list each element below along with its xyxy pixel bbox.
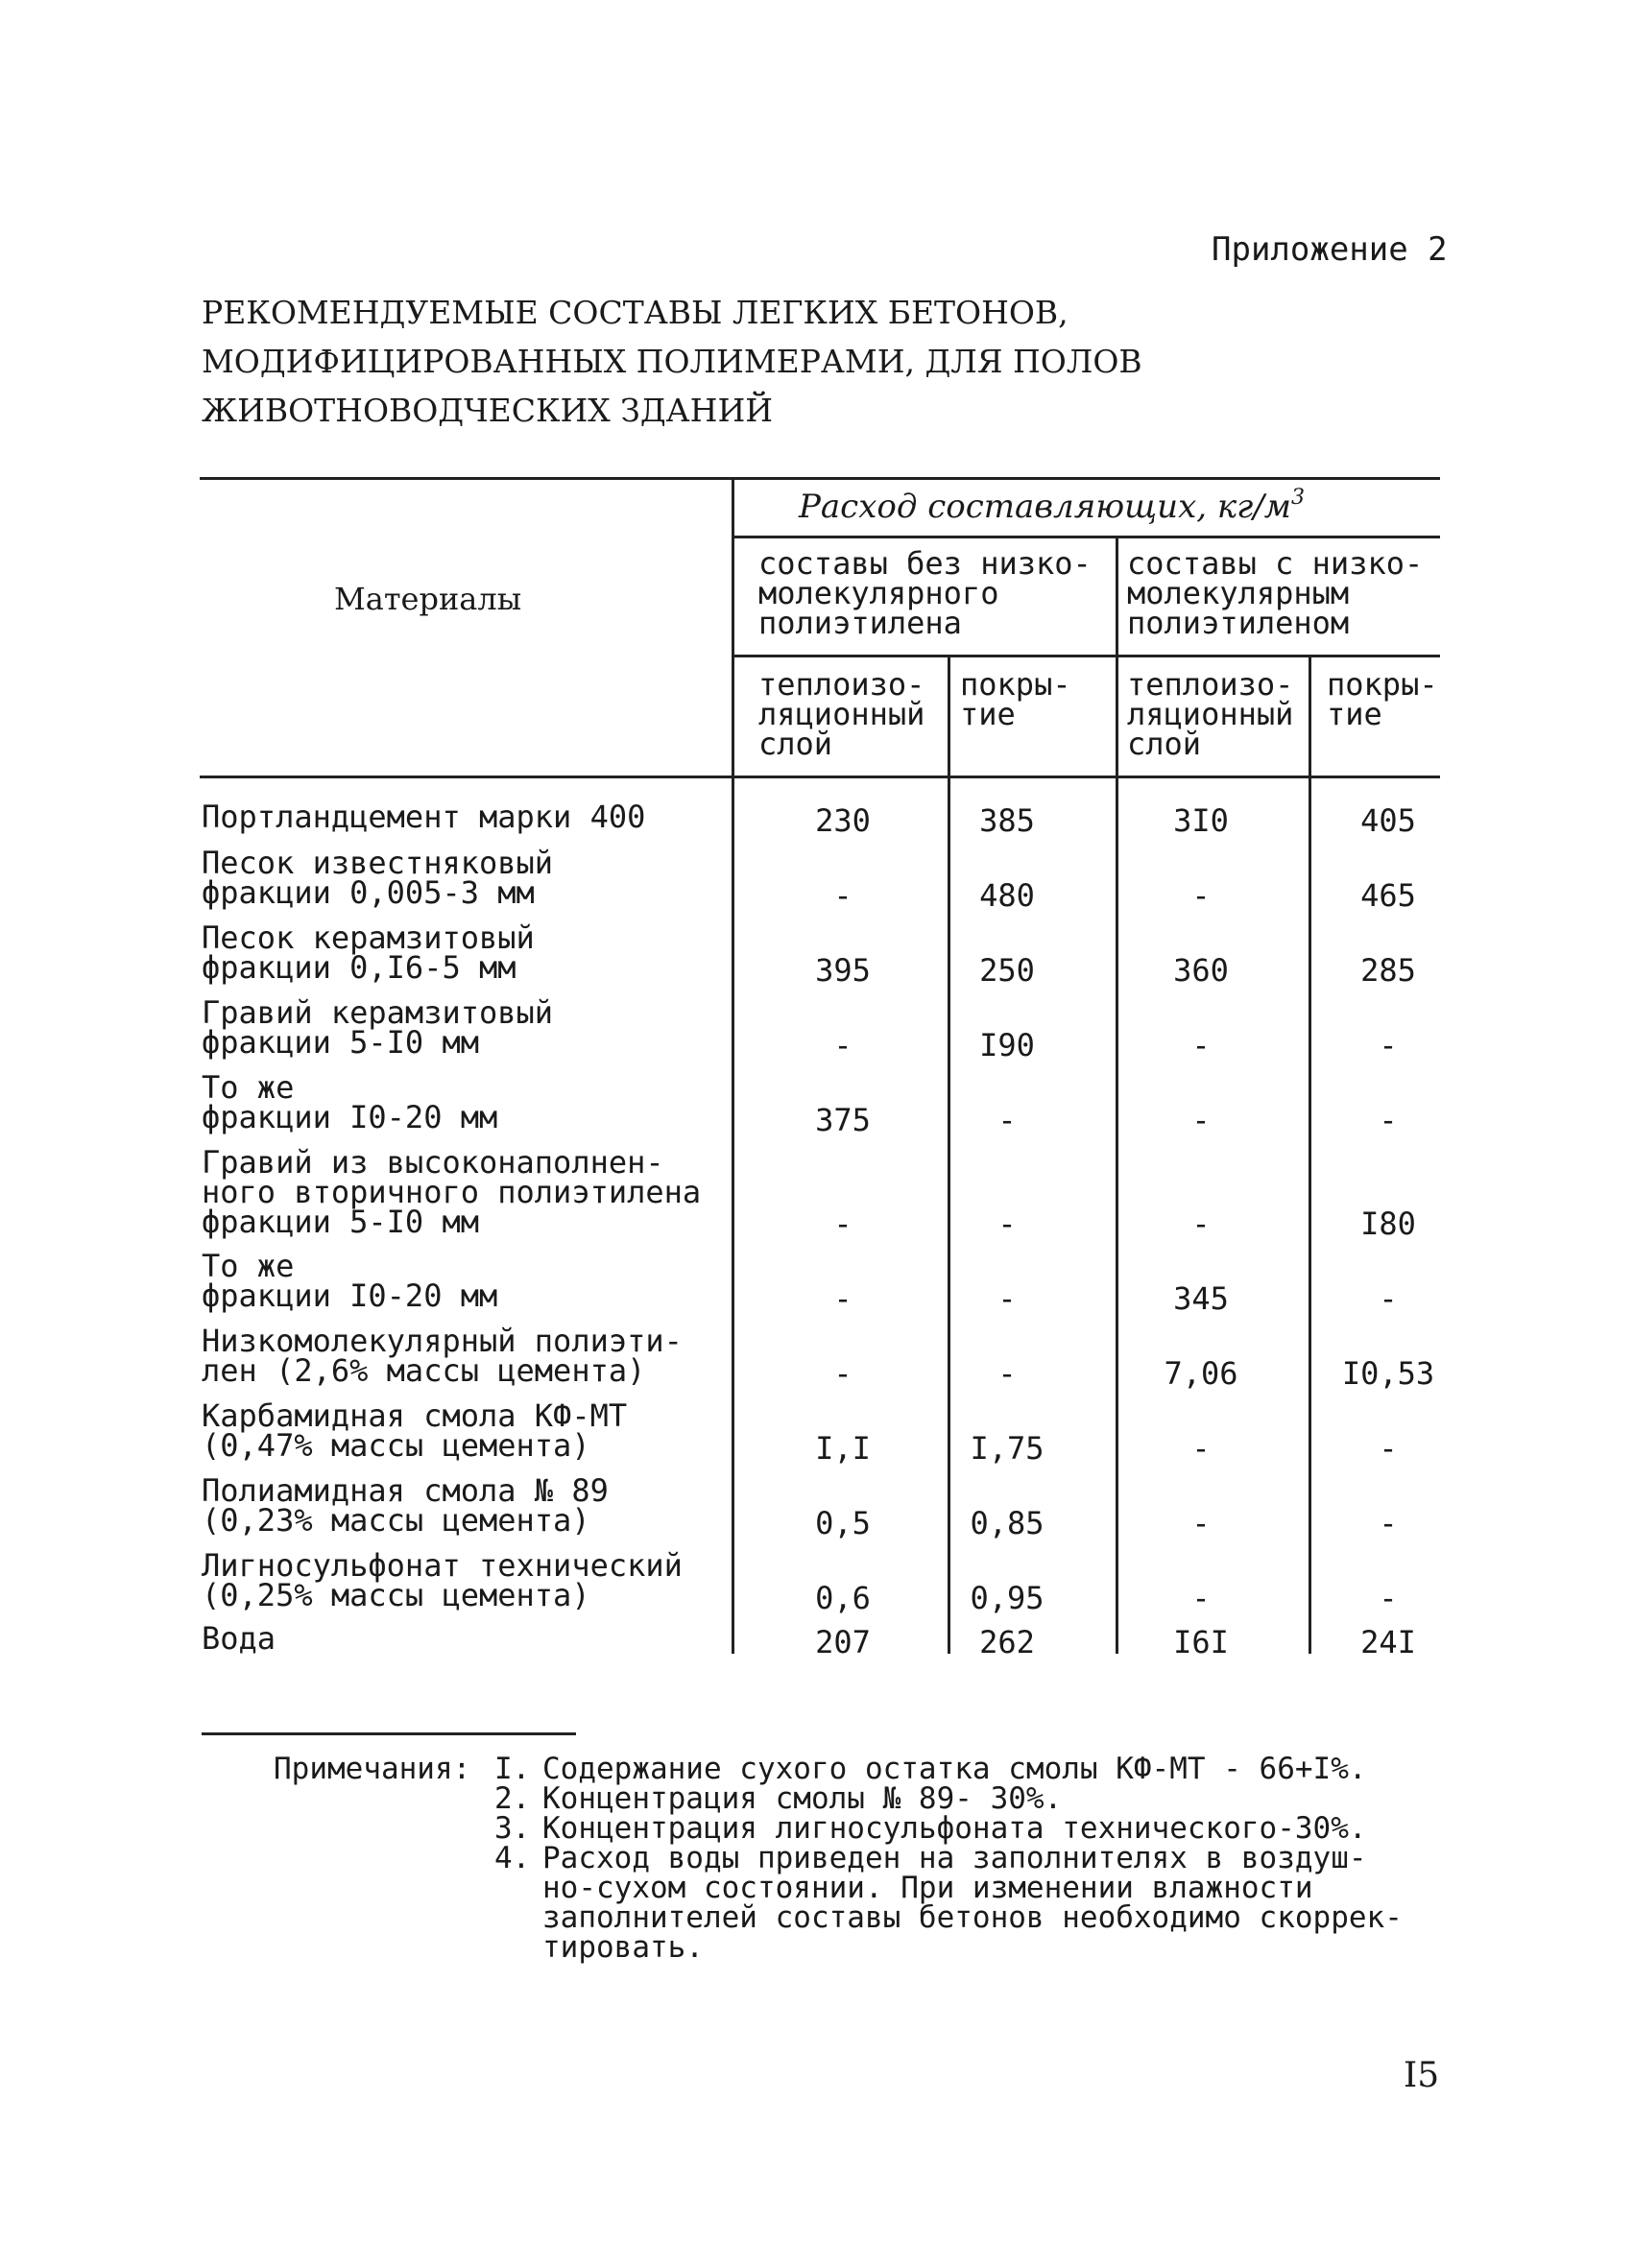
row-label <box>202 1248 498 1314</box>
table-cell: - <box>833 1206 853 1242</box>
table-cell: - <box>1379 1102 1398 1138</box>
label-line: Гравий керамзитовый <box>202 994 554 1031</box>
document-title <box>202 288 1142 435</box>
header-line: тие <box>1327 696 1382 732</box>
row-label <box>202 799 646 835</box>
header-line: теплоизо- <box>758 666 925 703</box>
table-cell: 250 <box>979 952 1035 989</box>
table-cell: I90 <box>979 1027 1035 1063</box>
row-label <box>202 1069 498 1135</box>
note-number: 3. <box>494 1811 531 1846</box>
row-label <box>202 1547 683 1613</box>
consumption-header <box>799 486 1305 526</box>
note-item <box>494 1752 1367 1786</box>
table-cell: 480 <box>979 877 1035 914</box>
label-line: лен (2,6% массы цемента) <box>202 1352 646 1389</box>
row-label <box>202 1323 683 1389</box>
note-number: I. <box>494 1752 531 1786</box>
table-cell: - <box>1191 1027 1211 1063</box>
table-cell: - <box>833 877 853 914</box>
table-cell: I80 <box>1360 1206 1416 1242</box>
header-line: тие <box>960 696 1016 732</box>
group-header-without-pe <box>758 545 1092 641</box>
notes-separator <box>202 1732 576 1735</box>
subheader-coating-2 <box>1327 666 1438 732</box>
note-text: Расход воды приведен на заполнителях в воздуш- <box>542 1841 1367 1875</box>
note-text: Содержание сухого остатка смолы КФ-МТ - 66+I%. <box>542 1752 1367 1786</box>
table-top-rule <box>200 477 1440 480</box>
table-cell: - <box>1379 1027 1398 1063</box>
note-text: Концентрация смолы № 89- 30%. <box>542 1781 1063 1816</box>
group-header-with-pe <box>1127 545 1424 641</box>
label-line: Лигносульфонат технический <box>202 1547 683 1584</box>
table-cell: - <box>1191 1580 1211 1616</box>
row-label <box>202 1472 609 1539</box>
title-line: МОДИФИЦИРОВАННЫХ ПОЛИМЕРАМИ, ДЛЯ ПОЛОВ <box>202 343 1142 380</box>
label-line: Вода <box>202 1620 276 1657</box>
label-line: фракции I0-20 мм <box>202 1277 498 1314</box>
header-line: полиэтилена <box>758 605 962 641</box>
table-cell: - <box>1379 1580 1398 1616</box>
materials-header: Материалы <box>334 581 522 617</box>
table-cell: 24I <box>1360 1624 1416 1660</box>
table-cell: - <box>997 1206 1017 1242</box>
note-item <box>494 1841 1367 1875</box>
page-number: I5 <box>1404 2056 1440 2095</box>
row-label <box>202 919 535 986</box>
column-divider-3-4 <box>1309 655 1311 1654</box>
table-cell: 3I0 <box>1173 802 1229 839</box>
header-rule-consumption <box>732 536 1440 538</box>
label-line: Песок известняковый <box>202 845 554 881</box>
label-line: ного вторичного полиэтилена <box>202 1174 702 1210</box>
table-cell: 465 <box>1360 877 1416 914</box>
table-cell: 0,5 <box>815 1505 871 1541</box>
table-cell: 207 <box>815 1624 871 1660</box>
table-cell: - <box>997 1102 1017 1138</box>
table-cell: - <box>1191 877 1211 914</box>
row-label <box>202 1620 276 1657</box>
consumption-header-text: Расход составляющих, кг/м <box>799 488 1291 526</box>
table-cell: I,I <box>815 1430 871 1467</box>
note-number: 4. <box>494 1841 531 1875</box>
note-text-continued: но-сухом состоянии. При изменении влажности <box>542 1871 1313 1905</box>
table-cell: 230 <box>815 802 871 839</box>
table-cell: 0,95 <box>970 1580 1045 1616</box>
header-line: покры- <box>1327 666 1438 703</box>
table-cell: 375 <box>815 1102 871 1138</box>
table-cell: 7,06 <box>1164 1355 1238 1392</box>
header-line: составы без низко- <box>758 545 1092 582</box>
subheader-insulation-1 <box>758 666 925 762</box>
table-cell: 405 <box>1360 802 1416 839</box>
notes-label: Примечания: <box>274 1752 471 1786</box>
label-line: Гравий из высоконаполнен- <box>202 1144 664 1181</box>
header-line: ляционный <box>758 696 925 732</box>
label-line: Низкомолекулярный полиэти- <box>202 1323 683 1359</box>
column-divider-groups <box>1116 536 1118 1654</box>
table-cell: - <box>833 1280 853 1317</box>
table-cell: - <box>833 1027 853 1063</box>
title-line: ЖИВОТНОВОДЧЕСКИХ ЗДАНИЙ <box>202 392 773 429</box>
row-label <box>202 994 554 1061</box>
table-cell: I0,53 <box>1341 1355 1435 1392</box>
note-text-continued: тировать. <box>542 1930 704 1965</box>
table-cell: - <box>1379 1505 1398 1541</box>
header-rule-groups <box>732 655 1440 657</box>
table-cell: I6I <box>1173 1624 1229 1660</box>
table-cell: 345 <box>1173 1280 1229 1317</box>
header-line: слой <box>758 726 833 762</box>
header-line: теплоизо- <box>1127 666 1294 703</box>
table-cell: - <box>1191 1102 1211 1138</box>
table-cell: - <box>997 1280 1017 1317</box>
table-cell: 360 <box>1173 952 1229 989</box>
note-text: Концентрация лигносульфоната технического-30%. <box>542 1811 1367 1846</box>
table-cell: - <box>997 1355 1017 1392</box>
subheader-coating-1 <box>960 666 1071 732</box>
note-item <box>494 1811 1367 1846</box>
row-label <box>202 1397 628 1464</box>
table-cell: - <box>1379 1280 1398 1317</box>
note-item <box>494 1781 1063 1816</box>
table-cell: - <box>1191 1505 1211 1541</box>
table-cell: 385 <box>979 802 1035 839</box>
header-line: молекулярным <box>1127 575 1350 611</box>
header-line: составы с низко- <box>1127 545 1424 582</box>
label-line: Портландцемент марки 400 <box>202 799 646 835</box>
column-divider-materials <box>732 477 734 1654</box>
table-cell: 0,85 <box>970 1505 1045 1541</box>
header-line: молекулярного <box>758 575 999 611</box>
table-cell: 262 <box>979 1624 1035 1660</box>
table-cell: 285 <box>1360 952 1416 989</box>
note-text-continued: заполнителей составы бетонов необходимо скоррек- <box>542 1900 1403 1935</box>
header-line: ляционный <box>1127 696 1294 732</box>
unit-exponent: 3 <box>1291 486 1305 510</box>
note-number: 2. <box>494 1781 531 1816</box>
label-line: Песок керамзитовый <box>202 919 535 956</box>
label-line: Карбамидная смола КФ-МТ <box>202 1397 628 1434</box>
label-line: (0,25% массы цемента) <box>202 1577 590 1613</box>
label-line: То же <box>202 1248 295 1284</box>
label-line: фракции 5-I0 мм <box>202 1024 479 1061</box>
label-line: фракции 5-I0 мм <box>202 1204 479 1240</box>
title-line: РЕКОМЕНДУЕМЫЕ СОСТАВЫ ЛЕГКИХ БЕТОНОВ, <box>202 294 1069 331</box>
label-line: Полиамидная смола № 89 <box>202 1472 609 1509</box>
table-cell: - <box>1379 1430 1398 1467</box>
table-cell: - <box>833 1355 853 1392</box>
appendix-label: Приложение 2 <box>1212 230 1448 269</box>
table-cell: 0,6 <box>815 1580 871 1616</box>
header-bottom-rule <box>200 776 1440 778</box>
subheader-insulation-2 <box>1127 666 1294 762</box>
label-line: фракции 0,I6-5 мм <box>202 949 516 986</box>
table-cell: 395 <box>815 952 871 989</box>
header-line: слой <box>1127 726 1202 762</box>
label-line: фракции 0,005-3 мм <box>202 874 535 911</box>
header-line: полиэтиленом <box>1127 605 1350 641</box>
table-cell: - <box>1191 1430 1211 1467</box>
label-line: То же <box>202 1069 295 1106</box>
table-cell: - <box>1191 1206 1211 1242</box>
label-line: фракции I0-20 мм <box>202 1099 498 1135</box>
header-line: покры- <box>960 666 1071 703</box>
label-line: (0,47% массы цемента) <box>202 1427 590 1464</box>
row-label <box>202 1144 702 1240</box>
label-line: (0,23% массы цемента) <box>202 1502 590 1539</box>
table-cell: I,75 <box>970 1430 1045 1467</box>
row-label <box>202 845 554 911</box>
